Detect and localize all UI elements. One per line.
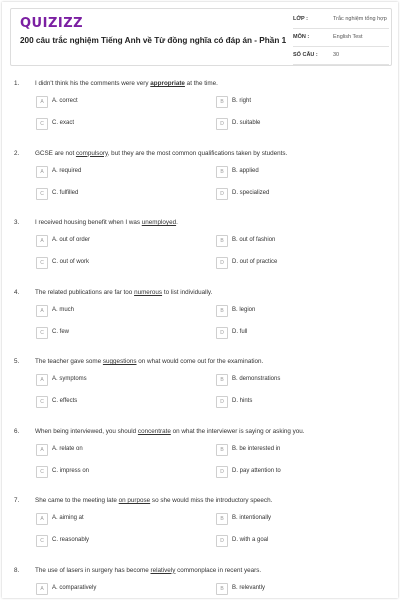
question-item bbox=[2, 567, 398, 599]
option-text: D. suitable bbox=[232, 120, 261, 126]
answer-option-d[interactable] bbox=[216, 118, 376, 132]
question-text bbox=[35, 150, 385, 157]
question-item bbox=[2, 80, 398, 150]
answer-option-c[interactable] bbox=[36, 396, 196, 410]
option-text: C. effects bbox=[52, 398, 78, 404]
answer-option-d[interactable] bbox=[216, 466, 376, 480]
option-letter-box: C bbox=[36, 118, 48, 130]
option-text: A. relate on bbox=[52, 445, 83, 452]
option-text: C. impress on bbox=[52, 467, 90, 474]
answer-option-d[interactable] bbox=[216, 396, 376, 410]
answer-option-a[interactable] bbox=[36, 444, 196, 458]
question-keyword: compulsory bbox=[75, 149, 108, 157]
option-text: D. out of practice bbox=[232, 259, 278, 265]
question-number: 2. bbox=[14, 149, 20, 157]
question-text bbox=[35, 358, 385, 365]
option-text: B. right bbox=[232, 98, 252, 104]
answer-option-d[interactable] bbox=[216, 535, 376, 549]
option-text: A. comparatively bbox=[52, 584, 97, 591]
question-text-before: I didn't think his the comments were very bbox=[35, 80, 151, 87]
option-letter-box: D bbox=[216, 327, 228, 339]
question-text-after: at the time. bbox=[184, 80, 218, 87]
answer-option-c[interactable] bbox=[36, 257, 196, 271]
answer-option-c[interactable] bbox=[36, 466, 196, 480]
question-text-after: so she would miss the introductory speech. bbox=[150, 497, 273, 504]
option-text: B. intentionally bbox=[232, 515, 272, 521]
option-text: A. aiming at bbox=[52, 515, 84, 521]
option-text: B. out of fashion bbox=[232, 237, 276, 243]
answer-option-a[interactable] bbox=[36, 583, 196, 597]
meta-label: LỚP : bbox=[293, 16, 308, 22]
meta-label: SỐ CÂU : bbox=[293, 52, 318, 58]
question-text-before: GCSE are not bbox=[35, 149, 76, 157]
page-title: 200 câu trắc nghiệm Tiếng Anh về Từ đồng nghĩa có đáp án - Phần 1 bbox=[20, 36, 287, 45]
option-text: A. symptoms bbox=[52, 376, 87, 382]
answer-option-b[interactable] bbox=[216, 235, 376, 249]
answer-option-d[interactable] bbox=[216, 257, 376, 271]
option-letter-box: B bbox=[216, 305, 228, 317]
option-letter-box: C bbox=[36, 396, 48, 408]
answer-option-a[interactable] bbox=[36, 96, 196, 110]
option-letter-box: D bbox=[216, 396, 228, 408]
answer-option-b[interactable] bbox=[216, 583, 376, 597]
option-letter-box: B bbox=[216, 513, 228, 525]
worksheet-page bbox=[2, 2, 398, 598]
option-letter-box: B bbox=[216, 235, 228, 247]
option-letter-box: D bbox=[216, 535, 228, 547]
question-text-after: on what the interviewer is saying or asking you. bbox=[170, 427, 305, 435]
question-keyword: numerous bbox=[134, 288, 163, 296]
option-letter-box: D bbox=[216, 466, 228, 478]
option-letter-box: C bbox=[36, 327, 48, 339]
option-letter-box: D bbox=[216, 257, 228, 269]
quizizz-logo: QUIZIZZ bbox=[20, 16, 84, 31]
option-text: A. correct bbox=[52, 98, 78, 104]
option-letter-box: C bbox=[36, 535, 48, 547]
option-letter-box: A bbox=[36, 374, 48, 386]
meta-value: 30 bbox=[333, 52, 340, 58]
question-text-after: on what would come out for the examination. bbox=[136, 358, 264, 365]
option-letter-box: A bbox=[36, 235, 48, 247]
option-text: D. hints bbox=[232, 398, 253, 404]
answer-option-a[interactable] bbox=[36, 374, 196, 388]
option-text: D. with a goal bbox=[232, 537, 269, 543]
meta-table bbox=[293, 12, 389, 66]
question-item bbox=[2, 428, 398, 498]
question-keyword: appropriate bbox=[150, 80, 185, 87]
question-keyword: relatively bbox=[150, 566, 176, 574]
question-text-after: , but they are the most common qualifications taken by students. bbox=[107, 149, 288, 157]
question-keyword: unemployed bbox=[141, 219, 177, 226]
answer-option-b[interactable] bbox=[216, 305, 376, 319]
option-letter-box: B bbox=[216, 583, 228, 595]
option-letter-box: B bbox=[216, 96, 228, 108]
option-letter-box: A bbox=[36, 166, 48, 178]
option-text: B. relevantly bbox=[232, 584, 266, 591]
question-number: 1. bbox=[14, 80, 20, 87]
question-text-after: commonplace in recent years. bbox=[175, 566, 262, 574]
question-number: 4. bbox=[14, 288, 20, 296]
option-text: C. fulfilled bbox=[52, 189, 79, 196]
question-item bbox=[2, 358, 398, 428]
answer-option-b[interactable] bbox=[216, 374, 376, 388]
question-number: 8. bbox=[14, 566, 20, 574]
question-number: 3. bbox=[14, 219, 20, 226]
option-letter-box: A bbox=[36, 583, 48, 595]
answer-option-d[interactable] bbox=[216, 188, 376, 202]
option-text: D. full bbox=[232, 328, 248, 335]
option-letter-box: A bbox=[36, 96, 48, 108]
question-text bbox=[35, 219, 385, 226]
option-text: A. out of order bbox=[52, 237, 91, 243]
option-text: C. out of work bbox=[52, 259, 90, 265]
option-letter-box: C bbox=[36, 257, 48, 269]
option-text: B. be interested in bbox=[232, 445, 281, 452]
answer-option-a[interactable] bbox=[36, 513, 196, 527]
option-text: A. required bbox=[52, 167, 82, 174]
question-item bbox=[2, 219, 398, 289]
option-letter-box: C bbox=[36, 466, 48, 478]
answer-option-c[interactable] bbox=[36, 188, 196, 202]
question-text-before: I received housing benefit when I was bbox=[35, 219, 142, 226]
option-letter-box: B bbox=[216, 374, 228, 386]
option-text: A. much bbox=[52, 306, 75, 313]
option-text: C. reasonably bbox=[52, 537, 90, 543]
answer-option-c[interactable] bbox=[36, 118, 196, 132]
question-text bbox=[35, 289, 385, 296]
meta-value: English Test bbox=[333, 34, 363, 40]
worksheet-header bbox=[10, 8, 392, 66]
answer-option-a[interactable] bbox=[36, 305, 196, 319]
option-text: B. legion bbox=[232, 306, 256, 313]
option-text: B. demonstrations bbox=[232, 376, 281, 382]
answer-option-b[interactable] bbox=[216, 96, 376, 110]
question-text-before: The teacher gave some bbox=[35, 358, 103, 365]
option-letter-box: C bbox=[36, 188, 48, 200]
question-text-after: to list individually. bbox=[162, 288, 213, 296]
option-letter-box: B bbox=[216, 444, 228, 456]
question-number: 7. bbox=[14, 497, 20, 504]
answer-option-a[interactable] bbox=[36, 166, 196, 180]
option-letter-box: A bbox=[36, 305, 48, 317]
question-keyword: on purpose bbox=[118, 497, 151, 504]
question-text-before: The related publications are far too bbox=[35, 288, 135, 296]
meta-row-class bbox=[293, 12, 389, 29]
meta-row-count bbox=[293, 48, 389, 65]
question-item bbox=[2, 497, 398, 567]
answer-option-b[interactable] bbox=[216, 513, 376, 527]
option-text: C. few bbox=[52, 328, 70, 335]
option-letter-box: D bbox=[216, 118, 228, 130]
meta-value: Trắc nghiệm tổng hợp bbox=[333, 16, 387, 22]
option-letter-box: B bbox=[216, 166, 228, 178]
question-text-after: . bbox=[176, 219, 178, 226]
answer-option-d[interactable] bbox=[216, 327, 376, 341]
meta-label: MÔN : bbox=[293, 34, 310, 40]
meta-row-subject bbox=[293, 30, 389, 47]
question-item bbox=[2, 289, 398, 359]
question-text-before: She came to the meeting late bbox=[35, 497, 119, 504]
question-text bbox=[35, 567, 385, 574]
option-letter-box: A bbox=[36, 513, 48, 525]
answer-option-b[interactable] bbox=[216, 166, 376, 180]
option-letter-box: D bbox=[216, 188, 228, 200]
answer-option-a[interactable] bbox=[36, 235, 196, 249]
question-keyword: suggestions bbox=[102, 358, 137, 365]
question-number: 6. bbox=[14, 427, 20, 435]
question-keyword: concentrate bbox=[137, 427, 171, 435]
option-text: D. pay attention to bbox=[232, 467, 281, 474]
question-text-before: When being interviewed, you should bbox=[35, 427, 138, 435]
answer-option-c[interactable] bbox=[36, 535, 196, 549]
answer-option-c[interactable] bbox=[36, 327, 196, 341]
question-text-before: The use of lasers in surgery has become bbox=[35, 566, 151, 574]
question-text bbox=[35, 80, 385, 87]
question-number: 5. bbox=[14, 358, 20, 365]
answer-option-b[interactable] bbox=[216, 444, 376, 458]
option-text: D. specialized bbox=[232, 189, 270, 196]
option-text: C. exact bbox=[52, 120, 75, 126]
question-text bbox=[35, 428, 385, 435]
question-item bbox=[2, 150, 398, 220]
option-letter-box: A bbox=[36, 444, 48, 456]
option-text: B. applied bbox=[232, 167, 259, 174]
question-text bbox=[35, 497, 385, 504]
